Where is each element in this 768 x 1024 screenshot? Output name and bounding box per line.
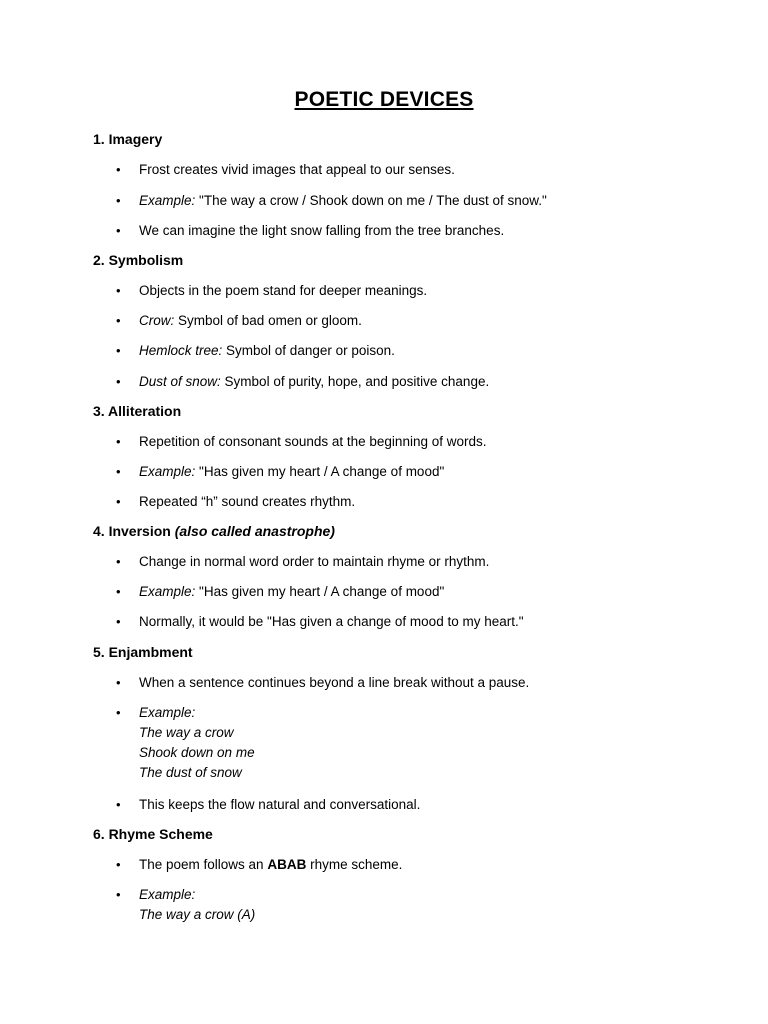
- bullet-icon: •: [116, 675, 121, 690]
- list-item: • Dust of snow: Symbol of purity, hope, and positive change.: [139, 372, 489, 392]
- section-heading-enjambment: 5. Enjambment: [93, 644, 193, 660]
- bullet-icon: •: [116, 283, 121, 298]
- list-item: • Example: "Has given my heart / A change of mood": [139, 582, 444, 602]
- list-item: • Change in normal word order to maintain rhyme or rhythm.: [139, 552, 489, 572]
- bullet-icon: •: [116, 705, 121, 720]
- bullet-icon: •: [116, 464, 121, 479]
- bullet-icon: •: [116, 434, 121, 449]
- list-item: • Crow: Symbol of bad omen or gloom.: [139, 311, 362, 331]
- bullet-icon: •: [116, 193, 121, 208]
- bullet-icon: •: [116, 343, 121, 358]
- section-heading-rhyme-scheme: 6. Rhyme Scheme: [93, 826, 213, 842]
- example-line: Shook down on me: [139, 745, 255, 760]
- list-item: • Example: "Has given my heart / A change of mood": [139, 462, 444, 482]
- section-heading-note: (also called anastrophe): [174, 523, 335, 539]
- page-title: POETIC DEVICES: [294, 88, 474, 111]
- section-heading-alliteration: 3. Alliteration: [93, 403, 182, 419]
- example-line: The way a crow: [139, 725, 234, 740]
- list-item: • Example: The way a crow Shook down on me The dust of snow: [116, 705, 255, 780]
- bullet-icon: •: [116, 374, 121, 389]
- bullet-icon: •: [116, 162, 121, 177]
- bullet-icon: •: [116, 614, 121, 629]
- list-item: • We can imagine the light snow falling from the tree branches.: [139, 221, 504, 241]
- list-item: • Hemlock tree: Symbol of danger or poison.: [139, 341, 395, 361]
- list-item: • Frost creates vivid images that appeal to our senses.: [139, 160, 455, 180]
- section-heading-imagery: 1. Imagery: [93, 131, 163, 147]
- list-item: • Objects in the poem stand for deeper meanings.: [139, 281, 427, 301]
- list-item: • Normally, it would be "Has given a change of mood to my heart.": [139, 612, 524, 632]
- section-heading-symbolism: 2. Symbolism: [93, 252, 184, 268]
- example-line: The way a crow (A): [139, 907, 256, 922]
- list-item: • Repetition of consonant sounds at the beginning of words.: [139, 432, 487, 452]
- bullet-icon: •: [116, 494, 121, 509]
- list-item: • Example: "The way a crow / Shook down on me / The dust of snow.": [139, 191, 547, 211]
- list-item: • The poem follows an ABAB rhyme scheme.: [139, 855, 402, 875]
- list-item: • When a sentence continues beyond a line break without a pause.: [139, 673, 529, 693]
- list-item: • Repeated “h” sound creates rhythm.: [139, 492, 355, 512]
- bullet-icon: •: [116, 857, 121, 872]
- bullet-icon: •: [116, 797, 121, 812]
- bullet-icon: •: [116, 313, 121, 328]
- bullet-icon: •: [116, 223, 121, 238]
- list-item: • Example: The way a crow (A): [116, 887, 256, 922]
- bullet-icon: •: [116, 584, 121, 599]
- bullet-icon: •: [116, 554, 121, 569]
- list-item: • This keeps the flow natural and conversational.: [139, 795, 420, 815]
- section-heading-inversion: 4. Inversion (also called anastrophe): [93, 523, 335, 539]
- bullet-icon: •: [116, 887, 121, 902]
- example-line: The dust of snow: [139, 765, 242, 780]
